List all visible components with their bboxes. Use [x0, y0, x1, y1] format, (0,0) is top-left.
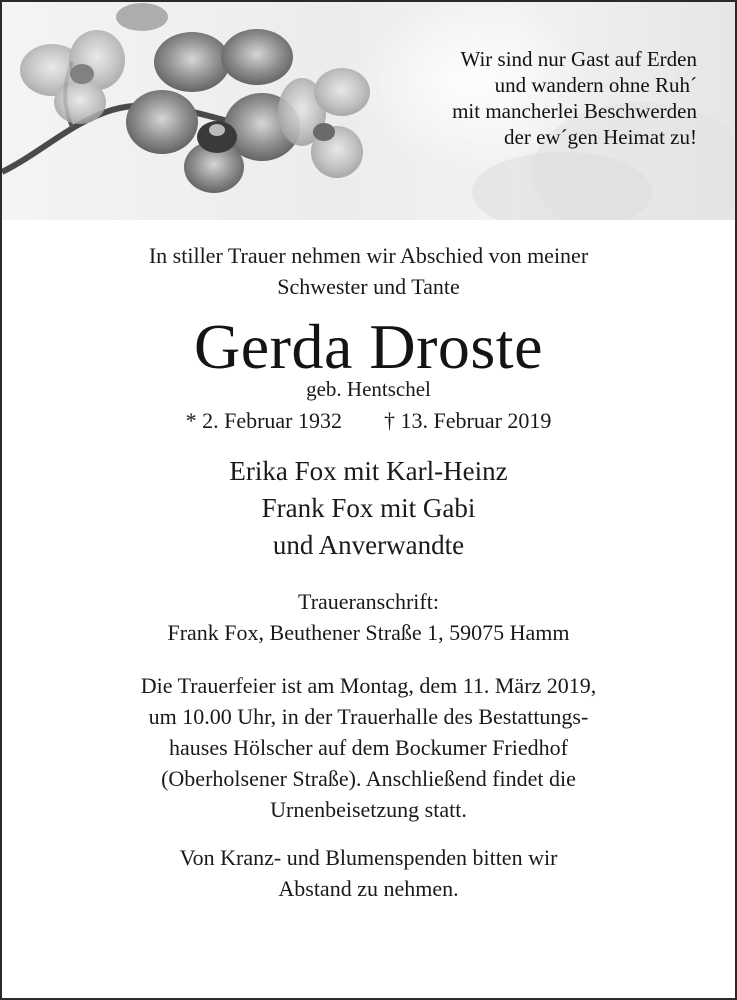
mourning-address: [2, 586, 735, 648]
intro-line: Schwester und Tante: [277, 274, 460, 299]
poem-line: mit mancherlei Beschwerden: [452, 99, 697, 123]
poem-line: Wir sind nur Gast auf Erden: [460, 47, 697, 71]
ceremony-line: hauses Hölscher auf dem Bockumer Friedhof: [169, 735, 568, 760]
orchid-photo: [2, 2, 735, 220]
ceremony-line: Die Trauerfeier ist am Montag, dem 11. März 2019,: [140, 673, 597, 698]
poem: [452, 46, 697, 150]
ceremony-line: (Oberholsener Straße). Anschließend findet die: [161, 766, 576, 791]
life-dates: [2, 406, 735, 436]
flower-request: [2, 842, 735, 904]
ceremony-info: [2, 670, 735, 825]
request-line: Von Kranz- und Blumenspenden bitten wir: [179, 845, 558, 870]
mourners: [2, 453, 735, 564]
deceased-name: Gerda Droste: [194, 311, 543, 382]
poem-line: und wandern ohne Ruh´: [494, 73, 697, 97]
notice-body: [2, 240, 735, 904]
mourner-line: Erika Fox mit Karl-Heinz: [229, 456, 508, 486]
ceremony-line: Urnenbeisetzung statt.: [270, 797, 467, 822]
mourner-line: und Anverwandte: [272, 530, 465, 560]
ceremony-line: um 10.00 Uhr, in der Trauerhalle des Bestattungs-: [148, 704, 589, 729]
death-date: † 13. Februar 2019: [384, 408, 552, 433]
birth-date: * 2. Februar 1932: [185, 408, 342, 433]
address-label: Traueranschrift:: [298, 589, 439, 614]
poem-line: der ew´gen Heimat zu!: [504, 125, 697, 149]
maiden-name: geb. Hentschel: [306, 377, 431, 401]
intro-text: [2, 240, 735, 302]
intro-line: In stiller Trauer nehmen wir Abschied von meiner: [148, 243, 589, 268]
mourner-line: Frank Fox mit Gabi: [261, 493, 476, 523]
address-value: Frank Fox, Beuthener Straße 1, 59075 Hamm: [167, 620, 570, 645]
request-line: Abstand zu nehmen.: [278, 876, 459, 901]
